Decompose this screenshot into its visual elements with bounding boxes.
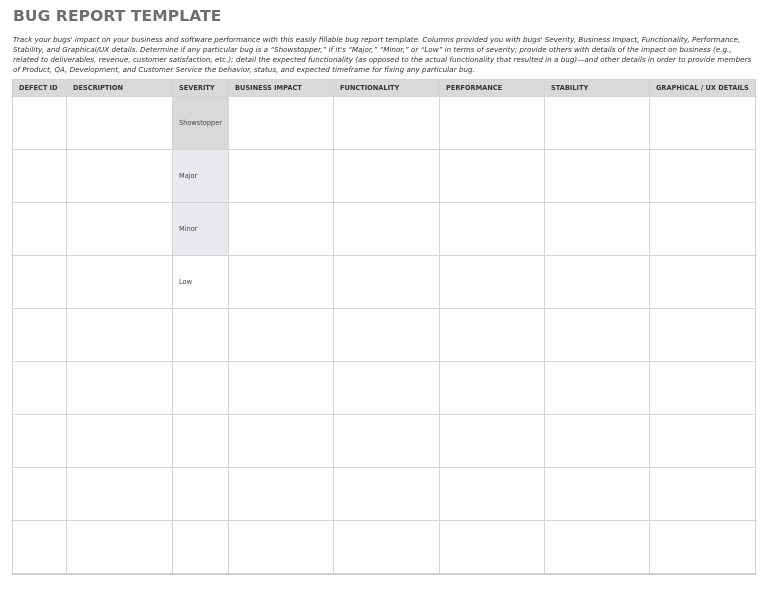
table-row <box>13 309 756 362</box>
functionality-cell[interactable] <box>334 256 440 309</box>
description-cell[interactable] <box>67 362 173 415</box>
description-cell[interactable] <box>67 203 173 256</box>
severity-cell[interactable] <box>173 362 229 415</box>
performance-cell[interactable] <box>440 203 545 256</box>
column-header-defect-id: DEFECT ID <box>13 80 67 97</box>
defect-id-cell[interactable] <box>13 256 67 309</box>
description-cell[interactable] <box>67 415 173 468</box>
functionality-cell[interactable] <box>334 309 440 362</box>
defect-id-cell[interactable] <box>13 362 67 415</box>
functionality-cell[interactable] <box>334 468 440 521</box>
page-title: BUG REPORT TEMPLATE <box>13 7 222 25</box>
functionality-cell[interactable] <box>334 203 440 256</box>
column-header-description: DESCRIPTION <box>67 80 173 97</box>
performance-cell[interactable] <box>440 521 545 575</box>
severity-cell[interactable]: Minor <box>173 203 229 256</box>
business-impact-cell[interactable] <box>229 468 334 521</box>
functionality-cell[interactable] <box>334 97 440 150</box>
table-row <box>13 521 756 575</box>
graphical-ux-cell[interactable] <box>650 150 756 203</box>
stability-cell[interactable] <box>545 468 650 521</box>
column-header-graphical-ux: GRAPHICAL / UX DETAILS <box>650 80 756 97</box>
description-cell[interactable] <box>67 256 173 309</box>
functionality-cell[interactable] <box>334 415 440 468</box>
description-cell[interactable] <box>67 468 173 521</box>
business-impact-cell[interactable] <box>229 150 334 203</box>
defect-id-cell[interactable] <box>13 521 67 575</box>
business-impact-cell[interactable] <box>229 97 334 150</box>
stability-cell[interactable] <box>545 203 650 256</box>
business-impact-cell[interactable] <box>229 309 334 362</box>
table-row <box>13 150 756 203</box>
defect-id-cell[interactable] <box>13 309 67 362</box>
defect-id-cell[interactable] <box>13 415 67 468</box>
column-header-functionality: FUNCTIONALITY <box>334 80 440 97</box>
table-row <box>13 203 756 256</box>
business-impact-cell[interactable] <box>229 362 334 415</box>
severity-cell[interactable] <box>173 468 229 521</box>
graphical-ux-cell[interactable] <box>650 362 756 415</box>
column-header-severity: SEVERITY <box>173 80 229 97</box>
table-row <box>13 97 756 150</box>
performance-cell[interactable] <box>440 362 545 415</box>
business-impact-cell[interactable] <box>229 415 334 468</box>
stability-cell[interactable] <box>545 362 650 415</box>
severity-cell[interactable]: Showstopper <box>173 97 229 150</box>
severity-cell[interactable] <box>173 521 229 575</box>
defect-id-cell[interactable] <box>13 203 67 256</box>
defect-id-cell[interactable] <box>13 97 67 150</box>
graphical-ux-cell[interactable] <box>650 203 756 256</box>
page-description: Track your bugs' impact on your business and software performance with this easily fillable bug report template. Columns provided you with bugs' Severity, Business Impact, Functionality, Performance, Stability, and Graphical/UX details. Determine if any particular bug is a “Showstopper,” if it's “Major,” “Minor,” or “Low” in terms of severity; provide others with details of the impact on business (e.g., related to deliverables, revenue, customer satisfaction, etc.); detail the expected functionality (as opposed to the actual functionality that resulted in a bug)—and other details in order to provide members of Product, QA, Development, and Customer Service the behavior, status, and expected timeframe for fixing any particular bug. <box>13 35 752 74</box>
performance-cell[interactable] <box>440 97 545 150</box>
description-cell[interactable] <box>67 150 173 203</box>
functionality-cell[interactable] <box>334 150 440 203</box>
table-row <box>13 468 756 521</box>
table-row <box>13 415 756 468</box>
stability-cell[interactable] <box>545 97 650 150</box>
business-impact-cell[interactable] <box>229 256 334 309</box>
table-row <box>13 362 756 415</box>
graphical-ux-cell[interactable] <box>650 256 756 309</box>
column-header-performance: PERFORMANCE <box>440 80 545 97</box>
severity-cell[interactable] <box>173 309 229 362</box>
stability-cell[interactable] <box>545 415 650 468</box>
functionality-cell[interactable] <box>334 521 440 575</box>
severity-cell[interactable]: Major <box>173 150 229 203</box>
description-cell[interactable] <box>67 309 173 362</box>
description-cell[interactable] <box>67 97 173 150</box>
performance-cell[interactable] <box>440 150 545 203</box>
column-header-stability: STABILITY <box>545 80 650 97</box>
table-row <box>13 256 756 309</box>
bug-report-table <box>12 79 756 575</box>
performance-cell[interactable] <box>440 256 545 309</box>
severity-cell[interactable]: Low <box>173 256 229 309</box>
performance-cell[interactable] <box>440 309 545 362</box>
performance-cell[interactable] <box>440 468 545 521</box>
graphical-ux-cell[interactable] <box>650 468 756 521</box>
column-header-business-impact: BUSINESS IMPACT <box>229 80 334 97</box>
defect-id-cell[interactable] <box>13 150 67 203</box>
stability-cell[interactable] <box>545 309 650 362</box>
performance-cell[interactable] <box>440 415 545 468</box>
graphical-ux-cell[interactable] <box>650 97 756 150</box>
graphical-ux-cell[interactable] <box>650 309 756 362</box>
stability-cell[interactable] <box>545 150 650 203</box>
severity-cell[interactable] <box>173 415 229 468</box>
table-body <box>13 97 756 575</box>
stability-cell[interactable] <box>545 521 650 575</box>
graphical-ux-cell[interactable] <box>650 521 756 575</box>
business-impact-cell[interactable] <box>229 521 334 575</box>
table-header-row <box>13 80 756 97</box>
business-impact-cell[interactable] <box>229 203 334 256</box>
defect-id-cell[interactable] <box>13 468 67 521</box>
functionality-cell[interactable] <box>334 362 440 415</box>
stability-cell[interactable] <box>545 256 650 309</box>
graphical-ux-cell[interactable] <box>650 415 756 468</box>
description-cell[interactable] <box>67 521 173 575</box>
